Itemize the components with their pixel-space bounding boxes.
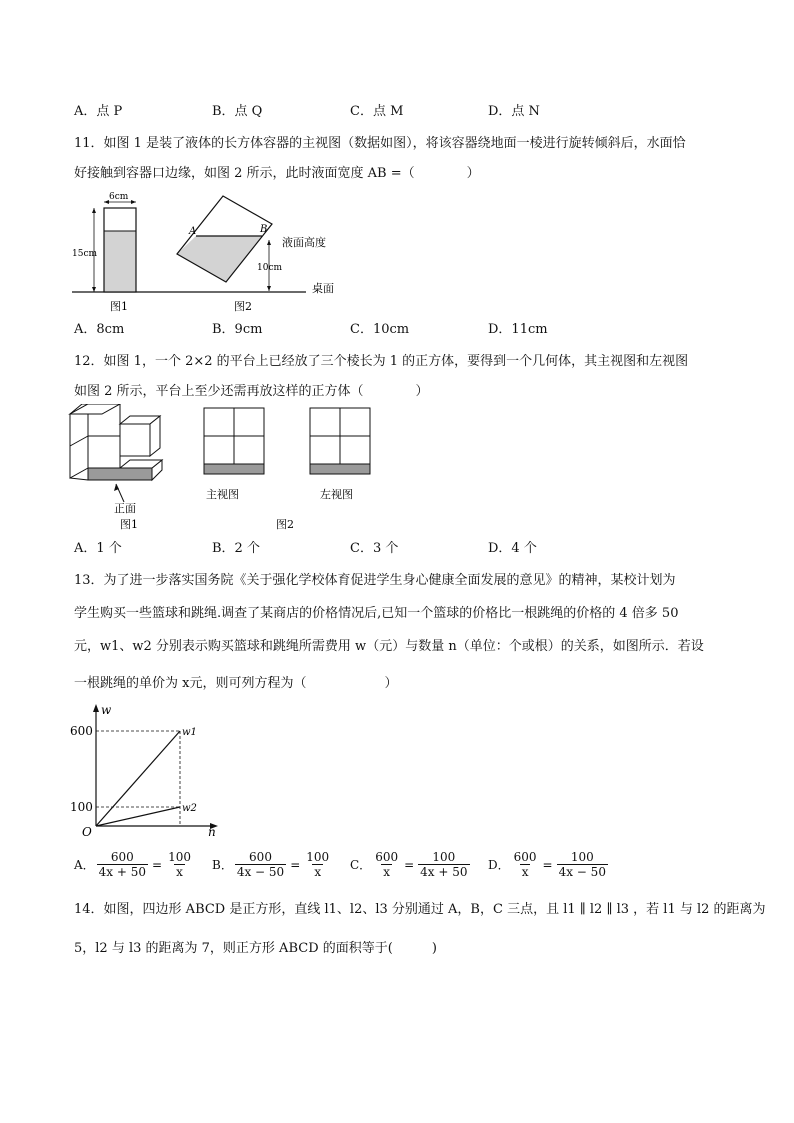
denominator: x	[521, 865, 529, 879]
denominator: 4x − 50	[558, 865, 606, 879]
q12-stem-line1: 12．如图 1，一个 2×2 的平台上已经放了三个棱长为 1 的正方体，要得到一个几何体，其主视图和左视图	[74, 354, 689, 369]
equals-sign: =	[152, 857, 163, 872]
q13-option-b-left-fraction	[235, 850, 286, 879]
q12-main-view-label: 主视图	[206, 488, 239, 501]
q12-option-d[interactable]: D．4 个	[488, 541, 537, 556]
denominator: 4x + 50	[98, 865, 147, 879]
equals-sign: =	[542, 857, 553, 872]
q10-option-a[interactable]: A．点 P	[74, 104, 123, 119]
q13-w-axis-label: w	[101, 703, 112, 717]
numerator: 100	[432, 850, 456, 864]
q11-tilted-liquid	[177, 236, 262, 282]
q13-option-c[interactable]	[350, 850, 472, 879]
q12-left-view	[310, 408, 370, 474]
denominator: 4x + 50	[420, 865, 468, 879]
q11-liquid	[104, 231, 136, 292]
q12-3d-model	[70, 404, 162, 480]
q13-option-d-label: D．	[488, 858, 510, 872]
q12-fig2-label: 图2	[276, 518, 294, 531]
q10-option-c[interactable]: C．点 M	[350, 104, 404, 119]
q13-option-a-label: A．	[74, 858, 95, 872]
q12-main-view	[204, 408, 264, 474]
numerator: 600	[110, 850, 134, 864]
q13-w2-line	[96, 807, 180, 826]
q13-option-c-left-fraction	[373, 850, 400, 879]
q12-option-a[interactable]: A．1 个	[74, 541, 122, 556]
q13-graph	[68, 700, 228, 840]
q10-option-d[interactable]: D．点 N	[488, 104, 540, 119]
q13-option-c-label: C．	[350, 858, 372, 872]
q12-left-view-label: 左视图	[320, 488, 353, 501]
denominator: x	[383, 865, 391, 879]
q13-stem-line4: 一根跳绳的单价为 x元，则可列方程为（ ）	[74, 676, 398, 691]
q13-option-c-right-fraction	[418, 850, 469, 879]
q12-option-b[interactable]: B．2 个	[212, 541, 260, 556]
q11-figure	[60, 188, 350, 316]
q11-liquid-label: 液面高度	[282, 236, 326, 249]
numerator: 100	[306, 850, 330, 864]
q11-fig1-label: 图1	[110, 300, 128, 313]
q10-option-b[interactable]: B．点 Q	[212, 104, 263, 119]
q13-stem-line3: 元，w1、w2 分别表示购买篮球和跳绳所需费用 w（元）与数量 n（单位：个或根）的关系，如图所示．若设	[74, 639, 704, 654]
q13-option-d-right-fraction	[557, 850, 608, 879]
q13-w1-line	[96, 731, 180, 826]
q11-stem-line1: 11．如图 1 是装了液体的长方体容器的主视图（数据如图），将该容器绕地面一棱进行旋转倾斜后，水面恰	[74, 136, 686, 151]
q11-option-a[interactable]: A．8cm	[74, 322, 125, 337]
q13-w2-label: w2	[182, 803, 197, 814]
q13-option-b-right-fraction	[304, 850, 331, 879]
numerator: 600	[513, 850, 537, 864]
q14-stem-line2: 5，l2 与 l3 的距离为 7，则正方形 ABCD 的面积等于( )	[74, 941, 437, 956]
q13-y-high-label: 600	[70, 724, 93, 738]
q13-stem-line2: 学生购买一些篮球和跳绳.调查了某商店的价格情况后,已知一个篮球的价格比一根跳绳的价格的 4 倍多 50	[74, 606, 679, 621]
denominator: x	[314, 865, 322, 879]
denominator: x	[176, 865, 183, 879]
q11-point-a: A	[189, 226, 197, 237]
q13-n-axis-label: n	[208, 825, 216, 839]
equals-sign: =	[290, 857, 301, 872]
q11-table-label: 桌面	[312, 282, 334, 295]
numerator: 600	[249, 850, 272, 864]
q11-level-label: 10cm	[257, 263, 283, 273]
q12-stem-line2: 如图 2 所示，平台上至少还需再放这样的正方体（ ）	[74, 384, 429, 399]
q12-option-c[interactable]: C．3 个	[350, 541, 399, 556]
numerator: 600	[375, 850, 399, 864]
q13-stem-line1: 13．为了进一步落实国务院《关于强化学校体育促进学生身心健康全面发展的意见》的精神，某校计划为	[74, 573, 676, 588]
denominator: 4x − 50	[236, 865, 285, 879]
q13-option-b-label: B．	[212, 858, 233, 872]
q13-option-a-left-fraction	[97, 850, 148, 879]
q13-option-a-right-fraction	[166, 850, 193, 879]
q11-fig2-label: 图2	[234, 300, 252, 313]
q11-option-c[interactable]: C．10cm	[350, 322, 410, 337]
q13-origin-label: O	[82, 825, 92, 839]
q11-stem-line2: 好接触到容器口边缘，如图 2 所示，此时液面宽度 AB =（ ）	[74, 166, 480, 181]
q14-stem-line1: 14．如图，四边形 ABCD 是正方形，直线 l1、l2、l3 分别通过 A，B，C 三点，且 l1 ∥ l2 ∥ l3 ，若 l1 与 l2 的距离为	[74, 902, 766, 917]
q13-option-d[interactable]	[488, 850, 610, 879]
q11-option-b[interactable]: B．9cm	[212, 322, 263, 337]
q12-front-label: 正面	[114, 502, 136, 515]
q12-figure	[64, 404, 374, 532]
numerator: 100	[168, 850, 191, 864]
q11-width-label: 6cm	[109, 192, 129, 202]
equals-sign: =	[404, 857, 415, 872]
q11-option-d[interactable]: D．11cm	[488, 322, 548, 337]
numerator: 100	[570, 850, 594, 864]
q13-option-d-left-fraction	[512, 850, 539, 879]
q13-y-low-label: 100	[70, 800, 93, 814]
q11-point-b: B	[260, 224, 268, 235]
q13-option-b[interactable]	[212, 850, 333, 879]
q12-fig1-label: 图1	[120, 518, 138, 531]
q11-height-label: 15cm	[72, 249, 98, 259]
q13-w1-label: w1	[182, 727, 197, 738]
q13-option-a[interactable]	[74, 850, 195, 879]
